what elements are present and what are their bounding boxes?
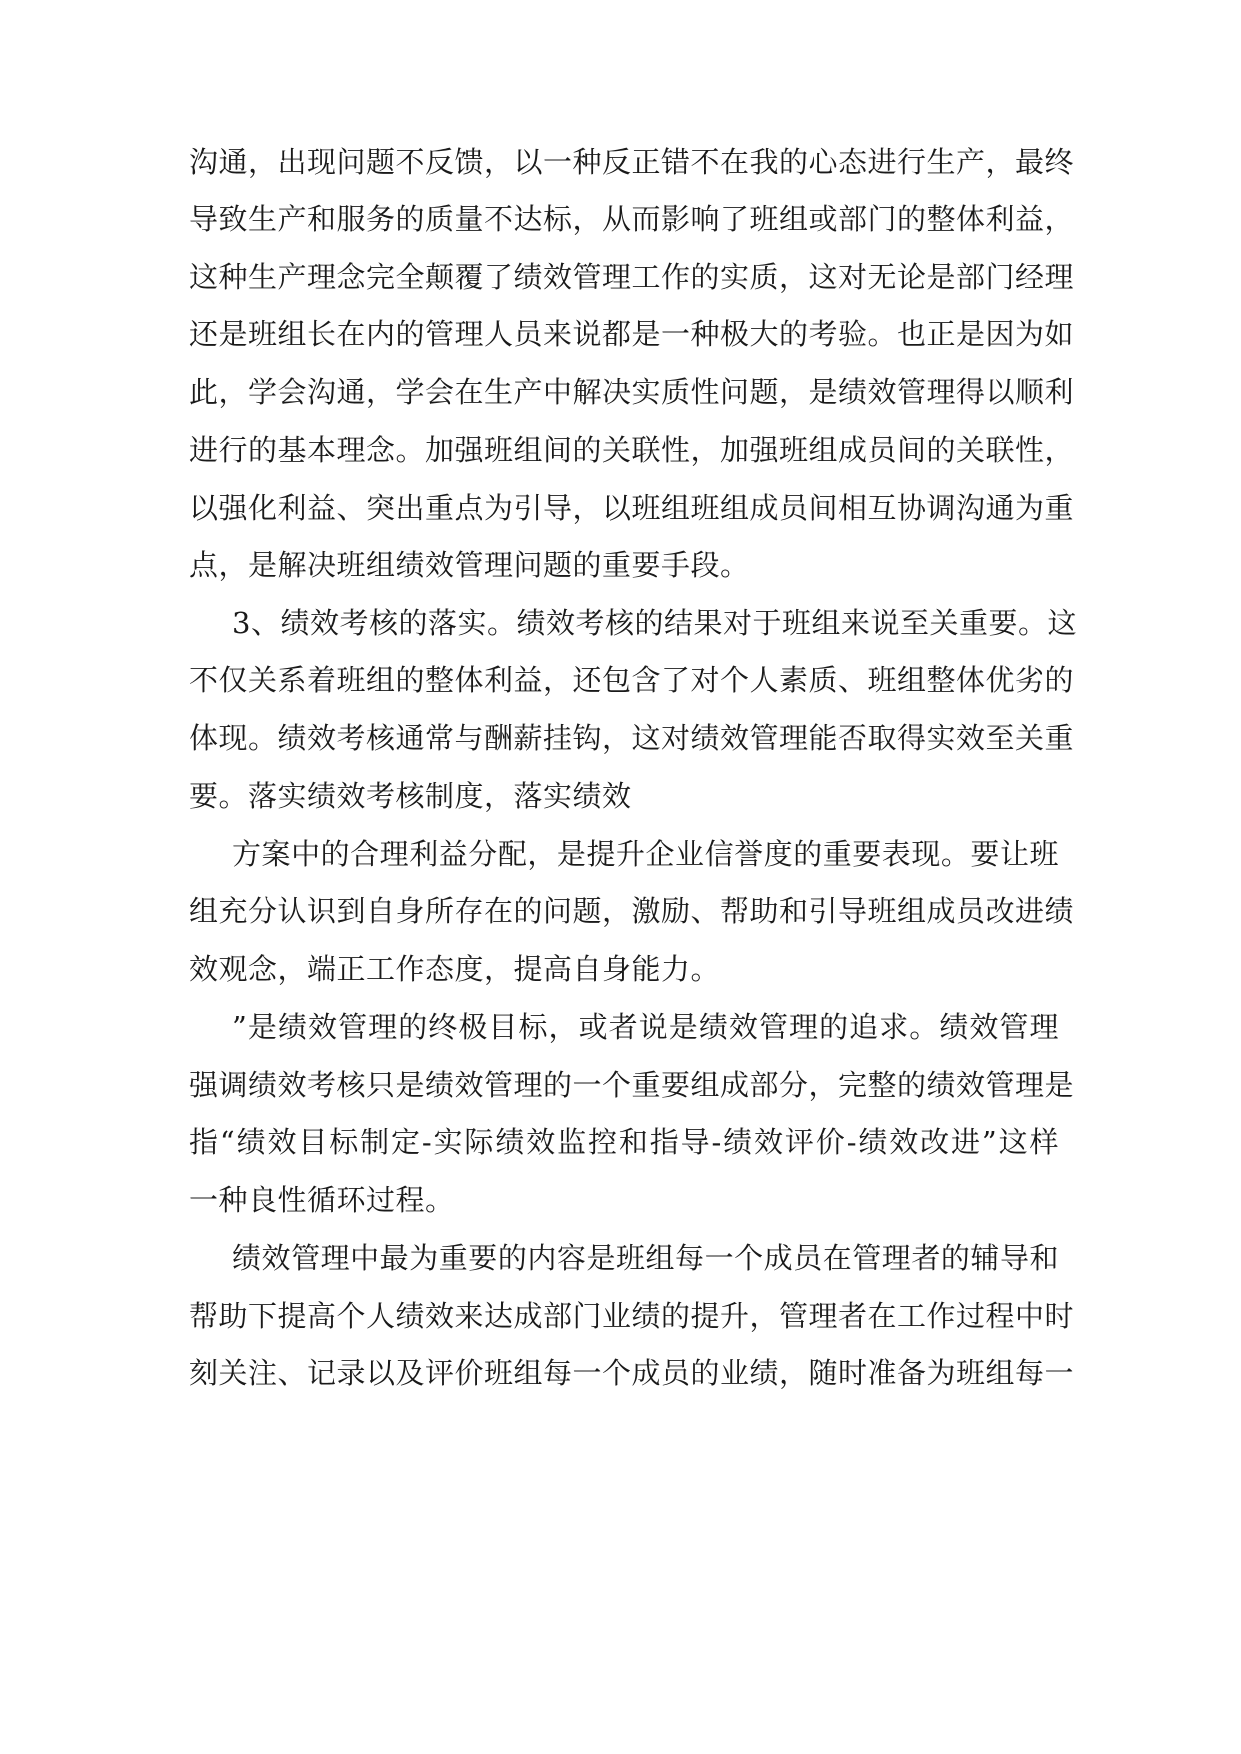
- text-line: 刻关注、记录以及评价班组每一个成员的业绩，随时准备为班组每一: [189, 1356, 1075, 1390]
- text-line: 这种生产理念完全颠覆了绩效管理工作的实质，这对无论是部门经理: [189, 260, 1075, 294]
- text-line: 不仅关系着班组的整体利益，还包含了对个人素质、班组整体优劣的: [189, 663, 1075, 697]
- text-line: 指“绩效目标制定-实际绩效监控和指导-绩效评价-绩效改进”这样: [189, 1125, 1059, 1159]
- text-line: 一种良性循环过程。: [189, 1183, 455, 1217]
- text-line: 要。落实绩效考核制度，落实绩效: [189, 779, 632, 813]
- text-line: 此，学会沟通，学会在生产中解决实质性问题，是绩效管理得以顺利: [189, 375, 1075, 409]
- text-line: 强调绩效考核只是绩效管理的一个重要组成部分，完整的绩效管理是: [189, 1068, 1075, 1102]
- text-line: 方案中的合理利益分配，是提升企业信誉度的重要表现。要让班: [232, 837, 1059, 871]
- text-line: 导致生产和服务的质量不达标，从而影响了班组或部门的整体利益，: [189, 202, 1075, 236]
- text-line: 以强化利益、突出重点为引导，以班组班组成员间相互协调沟通为重: [189, 491, 1075, 525]
- text-line: 体现。绩效考核通常与酬薪挂钩，这对绩效管理能否取得实效至关重: [189, 721, 1075, 755]
- text-line: ”是绩效管理的终极目标，或者说是绩效管理的追求。绩效管理: [232, 1010, 1059, 1044]
- text-line: 沟通，出现问题不反馈，以一种反正错不在我的心态进行生产，最终: [189, 145, 1075, 179]
- text-line: 绩效管理中最为重要的内容是班组每一个成员在管理者的辅导和: [232, 1241, 1059, 1275]
- text-line: 效观念，端正工作态度，提高自身能力。: [189, 952, 721, 986]
- text-line: 3、绩效考核的落实。绩效考核的结果对于班组来说至关重要。这: [232, 606, 1077, 640]
- text-line: 进行的基本理念。加强班组间的关联性，加强班组成员间的关联性，: [189, 433, 1075, 467]
- text-line: 还是班组长在内的管理人员来说都是一种极大的考验。也正是因为如: [189, 317, 1075, 351]
- text-line: 帮助下提高个人绩效来达成部门业绩的提升，管理者在工作过程中时: [189, 1299, 1075, 1333]
- text-line: 点，是解决班组绩效管理问题的重要手段。: [189, 548, 750, 582]
- text-line: 组充分认识到自身所存在的问题，激励、帮助和引导班组成员改进绩: [189, 894, 1075, 928]
